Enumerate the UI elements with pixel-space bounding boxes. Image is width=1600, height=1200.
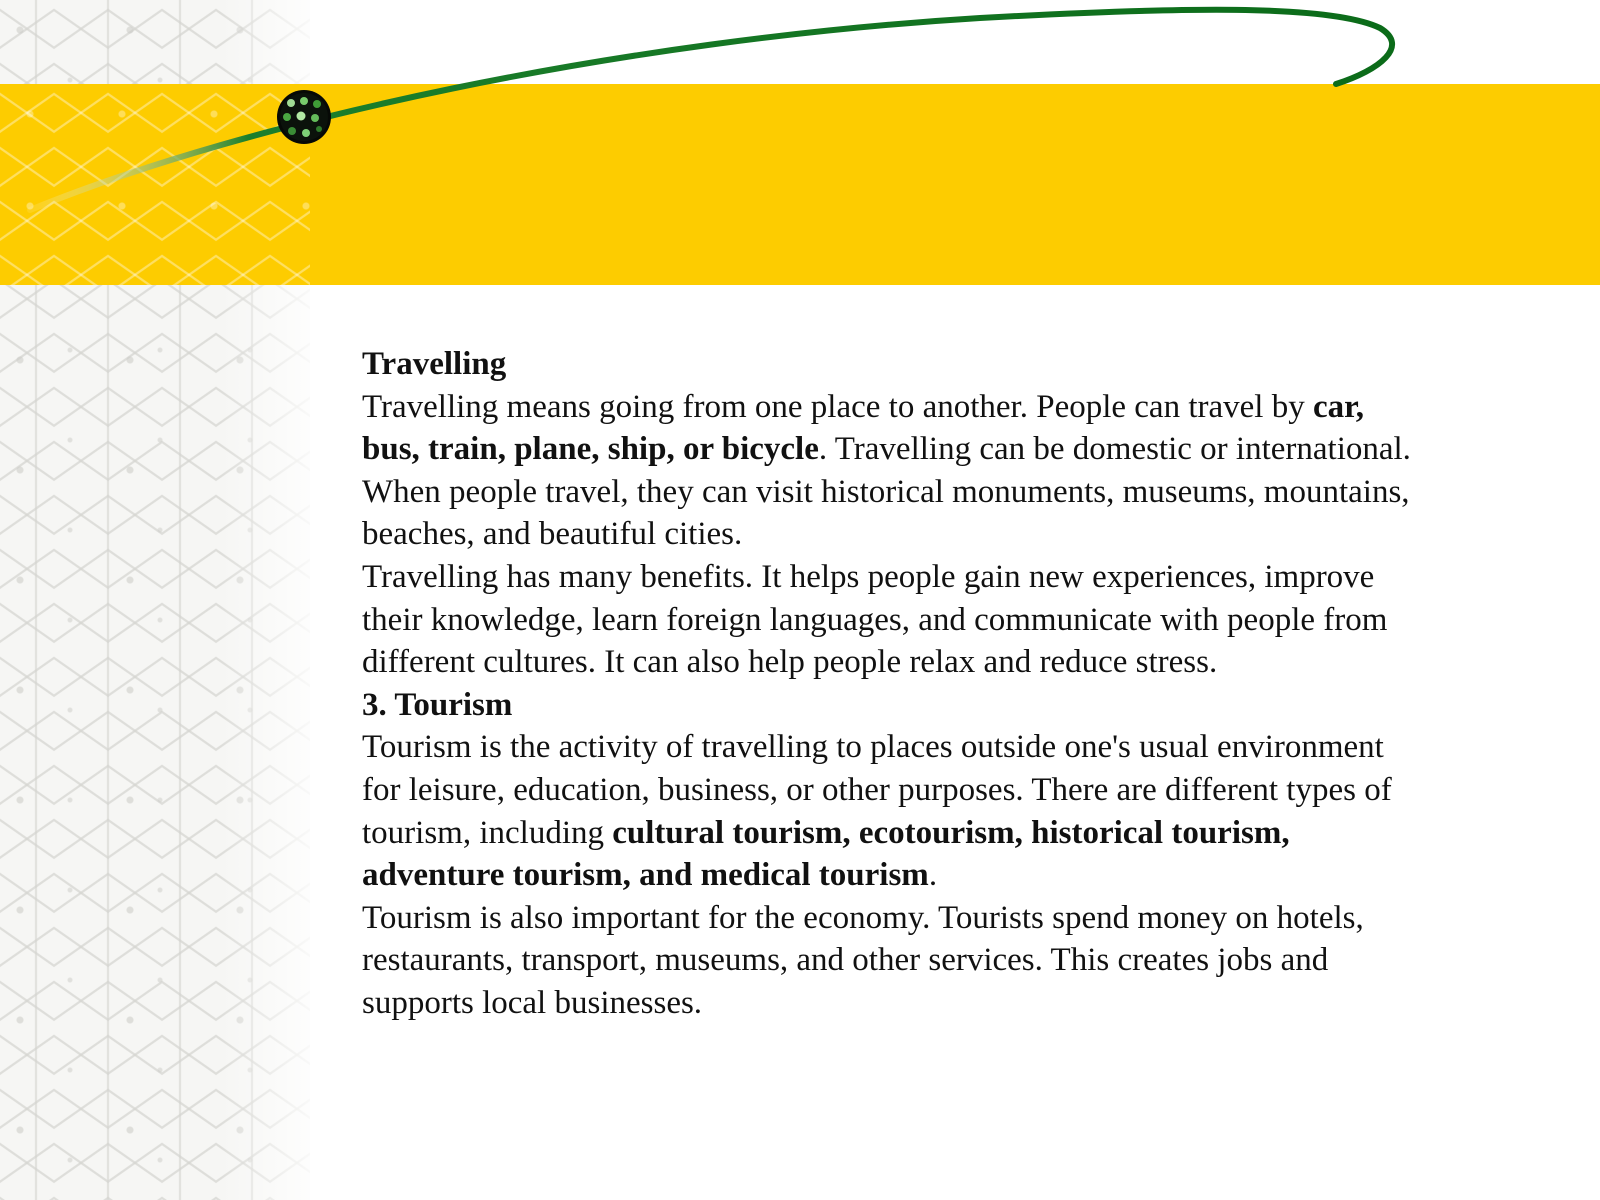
travelling-paragraph-1 [362,386,1422,556]
orbit-arc-line [30,10,1392,210]
travel-modes-bold: car, bus, train, plane, ship, or bicycle [362,388,1364,468]
tourism-paragraph-2: Tourism is also important for the economy. Tourists spend money on hotels, restaurants, transport, museums, and other services. This creates jobs and supports local businesses. [362,899,1364,1021]
tourism-paragraph-1-text-b: . [928,857,938,894]
travelling-paragraph-1-text-b: . Travelling can be domestic or international. When people travel, they can visit historical monuments, museums, mountains, beaches, and beautiful cities. [362,431,1411,553]
travelling-paragraph-2: Travelling has many benefits. It helps people gain new experiences, improve their knowledge, learn foreign languages, and communicate with people from different cultures. It can also help people relax and reduce stress. [362,558,1388,681]
travelling-paragraph-1-text-a: Travelling means going from one place to another. People can travel by [362,388,1313,425]
section-heading-tourism: 3. Tourism [362,686,513,723]
section-heading-travelling: Travelling [362,346,507,382]
green-orbit-arc-graphic [0,0,1600,300]
tourism-types-bold: cultural tourism, ecotourism, historical tourism, adventure tourism, and medical tourism [362,814,1290,894]
tourism-paragraph-1 [362,726,1422,896]
green-dotted-globe-icon [277,90,331,144]
slide-body [362,343,1422,1025]
tourism-paragraph-1-text-a: Tourism is the activity of travelling to places outside one's usual environment for leisure, education, business, or other purposes. There are different types of tourism, including [362,729,1392,851]
